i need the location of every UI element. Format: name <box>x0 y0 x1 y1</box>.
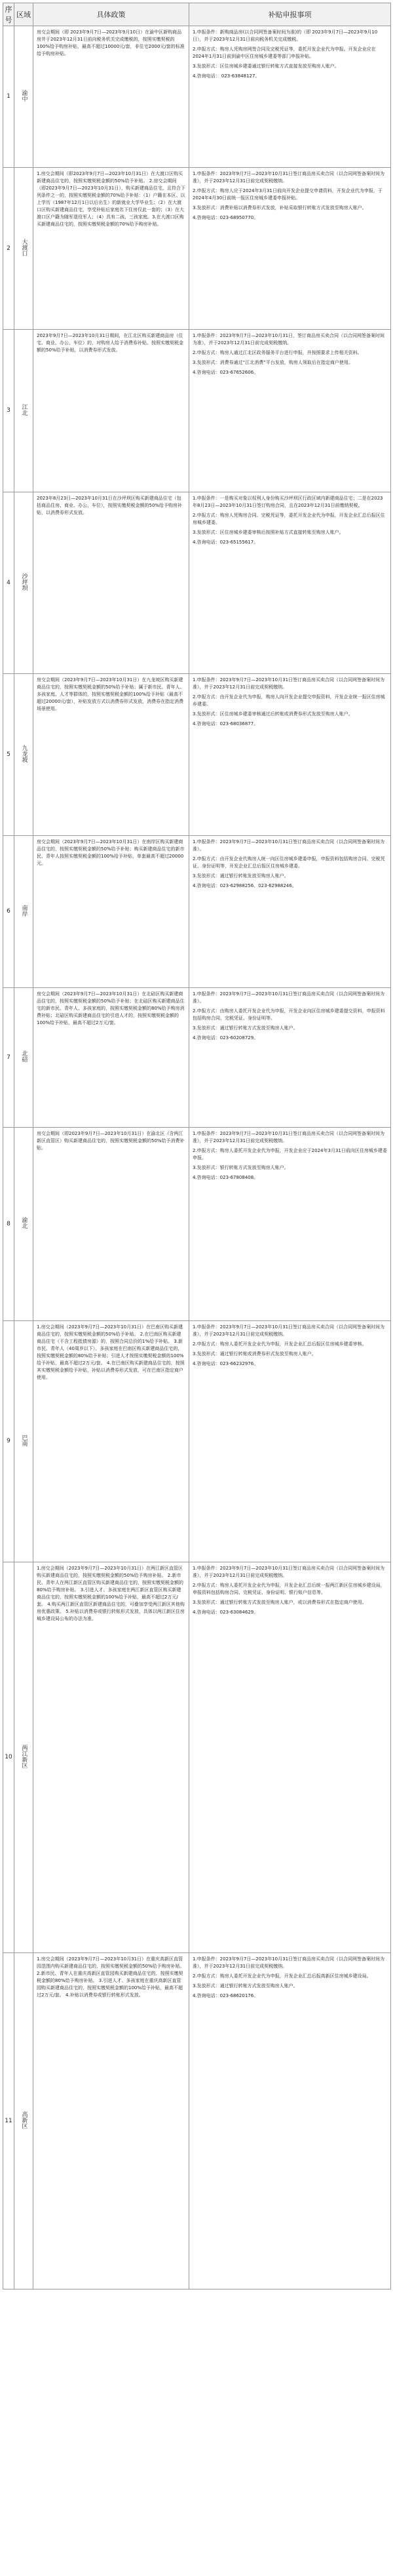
policy-text: 1.房交会期间（2023年9月7日—2023年10月31日）在巴南区购买新建商品住宅的，按照实缴契税金额的50%给予补贴。 2.在巴南区购买新建商品住宅（不含工程抵债房源）的，按照合同总价的1%给予补贴。 3.新市民、青年人（40周岁以下）、多孩家庭在巴南区购买新建商品住宅的，按照实缴契税金额的80%给予补贴；引进人才按照实缴契税金额的100%给予补贴，最高不超过2万元/套。 4.在巴南区购买新建商品住宅的，按照其实缴契税金额给予补贴，补贴以消费券形式发放，可在巴南区指定商户使用。 <box>37 1324 185 1380</box>
subsidy-item: 4.咨询电话：023-68950770。 <box>193 215 259 220</box>
subsidy-item: 3.发放形式：区住房城乡建委审核后按照补贴方式直接转账至购房人账户。 <box>193 530 344 535</box>
subsidy-list <box>193 1324 387 1370</box>
subsidy-item: 2.申报方式：购房人委托开发企业代为申报，开发企业汇总后统一报两江新区住房城乡建设局，申报资料包括购房合同、完税凭证、身份证明、银行账户信息等。 <box>193 1583 385 1595</box>
subsidy-list <box>193 1956 387 2002</box>
header-policy: 具体政策 <box>33 3 189 26</box>
row-district <box>14 168 33 330</box>
row-index-text: 10 <box>5 1754 12 1760</box>
subsidy-item: 1.申报条件：2023年9月7日—2023年10月31日签订商品房买卖合同（以合同网签备案时间为准），并于2023年12月31日前完成契税缴纳。 <box>193 1566 385 1578</box>
subsidy-list <box>193 170 387 224</box>
subsidy-item: 3.发放形式：银行转账方式发放至购房人账户。 <box>193 1165 289 1170</box>
subsidy-item: 3.发放形式：通过银行转账或消费券形式发放至购房人账户。 <box>193 1351 316 1357</box>
table-row <box>3 330 391 492</box>
district-name: 高新区 <box>20 2110 28 2129</box>
subsidy-cell <box>189 1128 391 1321</box>
row-index-text: 11 <box>5 2117 12 2124</box>
table-row <box>3 1321 391 1562</box>
subsidy-item: 1.申报条件：新购商品房(以合同网签备案时间为准)的（即 2023年9月7日—2023年9月10日），并于2023年12月31日前向税务机关完成缴税。 <box>193 30 378 42</box>
subsidy-item: 2.申报方式：购房人凭购房合同、完税凭证等，委托开发企业代为申报，开发企业汇总后报区住房城乡建委。 <box>193 513 385 525</box>
subsidy-item: 4.咨询电话：023-66232976。 <box>193 1361 259 1366</box>
district-name: 大渡口 <box>20 238 28 256</box>
subsidy-item: 4.咨询电话：023-67808408。 <box>193 1175 259 1180</box>
subsidy-item: 4.咨询电话：023-68036877。 <box>193 721 259 726</box>
subsidy-list <box>193 1130 387 1184</box>
district-name: 南岸 <box>20 904 28 917</box>
district-name: 九龙坡 <box>20 744 28 763</box>
row-index <box>3 1562 14 1953</box>
district-name: 江北 <box>20 403 28 416</box>
row-index <box>3 330 14 492</box>
subsidy-item: 2.申报方式：购房人通过江北区政务服务平台进行申报，并按照要求上传相关资料。 <box>193 350 362 355</box>
row-district <box>14 1562 33 1953</box>
row-index-text: 6 <box>7 908 10 915</box>
row-index-text: 4 <box>7 579 10 586</box>
subsidy-item: 1.申报条件：2023年9月7日—2023年10月31日，签订商品房买卖合同（以合同网签备案时间为准），并于2023年12月31日前完成契税缴纳。 <box>193 333 385 346</box>
row-district <box>14 26 33 168</box>
row-index <box>3 988 14 1128</box>
district-name: 两江新区 <box>20 1744 28 1768</box>
policy-text: 1.房交会期间（即2023年9月7日—2023年10月31日）在大渡口区购买新建商品住宅的，按照实缴契税金额的50%给予补贴。 2.房交会期间（即2023年9月7日—2023年10月31日），购买新建商品住宅，且符合下列条件之一的，按照实缴契税金额的70%给予补贴：（1）户籍在本区、以上学历（1987年12月1日以后出生）的新就业大学毕业生；（2）在大渡口区购买新建商品住宅，享受补贴后家庭名下住房仅此一套的；（3）在大渡口区户籍为随军退役军人；（4）具有二孩、三孩家庭。3.在大渡口区购买新建商品住宅的，按照实缴契税金额的70%给予购房补贴。 <box>37 171 185 227</box>
policy-cell <box>33 674 189 836</box>
subsidy-cell <box>189 1562 391 1953</box>
subsidy-item: 1.申报条件：2023年9月7日—2023年10月31日签订商品房买卖合同（以合同网签备案时间为准），并于2023年12月31日前完成契税缴纳。 <box>193 171 385 184</box>
policy-text: 2023年9月7日—2023年10月31日期间，在江北区购买新建商品房（住宅、商业、办公、车位）的，对购房人给予消费券补贴。按照实缴契税金额的50%给予补贴，以消费券形式发放。 <box>37 333 183 353</box>
subsidy-item: 2.申报方式：购房人应于2024年3月31日前向开发企业提交申请资料，开发企业代为申报，于2024年4月30日前统一报区住房城乡建委申报补贴。 <box>193 188 383 201</box>
subsidy-item: 1.申报条件：2023年9月7日—2023年10月31日签订商品房买卖合同（以合同网签备案时间为准）。 <box>193 991 385 1004</box>
subsidy-item: 4.咨询电话：023-65155617。 <box>193 540 259 545</box>
row-index <box>3 492 14 674</box>
subsidy-cell <box>189 836 391 988</box>
subsidy-item: 3.发放形式：通过银行转账方式发放至购房人账户。 <box>193 1025 298 1031</box>
subsidy-list <box>193 495 387 549</box>
row-index-text: 8 <box>7 1220 10 1227</box>
row-index <box>3 1128 14 1321</box>
district-name: 沙坪坝 <box>20 572 28 591</box>
row-district <box>14 1128 33 1321</box>
row-index <box>3 26 14 168</box>
table-row <box>3 168 391 330</box>
subsidy-list <box>193 332 387 379</box>
policy-cell <box>33 1953 189 2289</box>
subsidy-item: 4.咨询电话：023-60208729。 <box>193 1035 259 1040</box>
subsidy-item: 3.发放形式：消费券通过“江北消费”平台发放，购房人领取后在指定商户使用。 <box>193 360 353 365</box>
row-index <box>3 1321 14 1562</box>
table-row <box>3 26 391 168</box>
table-row <box>3 988 391 1128</box>
row-index <box>3 836 14 988</box>
row-district <box>14 330 33 492</box>
row-index-text: 5 <box>7 751 10 758</box>
subsidy-item: 1.申报条件：2023年9月7日—2023年10月31日签订商品房买卖合同（以合同网签备案时间为准），并于2023年12月31日前完成契税缴纳。 <box>193 1324 385 1337</box>
subsidy-cell <box>189 988 391 1128</box>
subsidy-item: 2.申报方式：由购房人委托开发企业代为申报，开发企业向区住房城乡建委提交资料，申报资料包括购房合同、完税凭证、身份证明等。 <box>193 1008 385 1021</box>
district-name: 渝北 <box>20 1217 28 1229</box>
subsidy-item: 3.发放形式：通过银行转账发放至购房人账户。 <box>193 873 289 879</box>
policy-table <box>3 3 391 2289</box>
subsidy-cell <box>189 492 391 674</box>
table-body <box>3 26 391 2289</box>
subsidy-item: 4.咨询电话： 023-63848127。 <box>193 73 260 79</box>
subsidy-item: 4.咨询电话：023-67652606。 <box>193 370 259 375</box>
policy-text: 2023年8月23日—2023年10月31日在沙坪坝区购买新建商品住宅（包括商品住房、商业、办公、车位），按照实缴契税金额的50%给予购房补贴，以消费券形式发放。 <box>37 496 183 515</box>
subsidy-cell <box>189 330 391 492</box>
row-index <box>3 168 14 330</box>
row-district <box>14 988 33 1128</box>
district-name: 北碚 <box>20 1050 28 1062</box>
subsidy-cell <box>189 1953 391 2289</box>
policy-cell <box>33 492 189 674</box>
subsidy-item: 2.申报方式：购房人委托开发企业代为申报，开发企业汇总后报区住房城乡建委审核。 <box>193 1341 367 1347</box>
policy-cell <box>33 330 189 492</box>
subsidy-item: 2.申报方式：由开发企业代为申报，购房人向开发企业提交申报资料，开发企业统一报区住房城乡建委。 <box>193 694 385 707</box>
subsidy-list <box>193 677 387 730</box>
subsidy-item: 4.咨询电话：023-62988256、023-62988246。 <box>193 883 297 888</box>
policy-cell <box>33 26 189 168</box>
table-row <box>3 1562 391 1953</box>
district-name: 渝中 <box>20 89 28 102</box>
row-index <box>3 1953 14 2289</box>
row-index <box>3 674 14 836</box>
row-index-text: 9 <box>7 1438 10 1444</box>
policy-cell <box>33 836 189 988</box>
header-district: 区域 <box>14 3 33 26</box>
subsidy-item: 1.申报条件：一是购买对象以权利人身份购买沙坪坝区行政区域内新建商品住宅；二是在2023年8月23日—2023年10月31日签订购房合同，且在2023年12月31日前缴纳契税。 <box>193 496 383 508</box>
subsidy-item: 3.发放形式：区住房城乡建委审核通过后转账或消费券形式发放至购房人账户。 <box>193 711 353 717</box>
subsidy-cell <box>189 1321 391 1562</box>
subsidy-list <box>193 839 387 892</box>
row-district <box>14 674 33 836</box>
header-subsidy: 补贴申报事项 <box>189 3 391 26</box>
table-row <box>3 674 391 836</box>
policy-text: 房交会期间（即 2023年9月7日—2023年9月10日）在渝中区新购商品房并于2023年12月31日前向税务机关完成缴税的，按照实缴契税的100%给予购房补贴，最高不超过10000元/套，非住宅2000元/套的标准给予购房补贴。 <box>37 30 185 56</box>
subsidy-item: 3.发放形式：区住房城乡建委通过银行转账方式直接发放至购房人账户。 <box>193 64 339 69</box>
row-district <box>14 1321 33 1562</box>
subsidy-list <box>193 29 387 83</box>
subsidy-item: 1.申报条件：2023年9月7日—2023年10月31日签订商品房买卖合同（以合同网签备案时间为准）。 <box>193 839 385 852</box>
table-row <box>3 1128 391 1321</box>
policy-cell <box>33 1128 189 1321</box>
policy-text: 房交会期间（即2023年9月7日—2023年10月31日）在渝北区（含两江新区直管区）购买新建商品住宅的，按照实缴契税金额的50%给予消费补贴。 <box>37 1131 185 1151</box>
subsidy-cell <box>189 168 391 330</box>
policy-text: 房交会期间（2023年9月7日—2023年10月31日）在南岸区购买新建商品住宅的，按照实缴契税金额的50%给予补贴；购买新建商品住宅的新市民、青年人按照实缴契税金额的100%给予补贴，单套最高不超过20000元。 <box>37 839 185 866</box>
subsidy-item: 4.咨询电话：023-63084629。 <box>193 1610 259 1615</box>
subsidy-item: 4.咨询电话：023-68620176。 <box>193 1993 259 1998</box>
policy-cell <box>33 1562 189 1953</box>
policy-text: 1.房交会期间（2023年9月7日—2023年10月31日）在重庆高新区直管园范围内购买新建商品住宅的，按照实缴契税金额的50%给予购房补贴。 2.新市民、青年人在重庆高新区直管园购买新建商品住宅的，按照实缴契税金额的80%给予购房补贴。 3.引进人才、多孩家庭在重庆高新区直管园购买新建商品住宅的，按照实缴契税金额的100%给予补贴，最高不超过2万元/套。 4.补贴以消费券或银行转账形式发放。 <box>37 1956 185 1998</box>
subsidy-list <box>193 991 387 1044</box>
table-row <box>3 492 391 674</box>
row-district <box>14 1953 33 2289</box>
row-index-text: 7 <box>7 1054 10 1061</box>
subsidy-list <box>193 1565 387 1619</box>
row-district <box>14 492 33 674</box>
row-index-text: 3 <box>7 407 10 414</box>
table-row <box>3 836 391 988</box>
policy-cell <box>33 1321 189 1562</box>
subsidy-item: 2.申报方式：购房人委托开发企业代为申报，开发企业汇总后报高新区住房城乡建设局。 <box>193 1973 371 1979</box>
subsidy-item: 1.申报条件：2023年9月7日—2023年10月31日签订商品房买卖合同（以合同网签备案时间为准），并于2023年12月31日前完成契税缴纳。 <box>193 1956 385 1969</box>
policy-text: 1.房交会期间（2023年9月7日—2023年10月31日）在两江新区直管区购买新建商品住宅的，按照实缴契税金额的50%给予购房补贴。 2.新市民、青年人在两江新区直管区购买新建商品住宅的，按照实缴契税金额的80%给予购房补贴。 3.引进人才、多孩家庭在两江新区直管区购买新建商品住宅的，按照实缴契税金额的100%给予补贴，最高不超过2万元/套。 4.购买两江新区直管区新建商品住宅的，可叠加享受两江新区其他购房优惠政策。 5.补贴以消费券或银行转账形式发放，具体以两江新区住房城乡建设局公布的办法为准。 <box>37 1566 185 1621</box>
subsidy-item: 1.申报条件：2023年9月7日—2023年10月31日签订商品房买卖合同（以合同网签备案时间为准），并于2023年12月31日前完成契税缴纳。 <box>193 1131 385 1143</box>
policy-cell <box>33 168 189 330</box>
subsidy-item: 3.发放形式：消费补贴以消费券形式发放，补贴采取银行转账方式发放至购房人账户。 <box>193 205 367 210</box>
subsidy-item: 2.申报方式：购房人委托开发企业代为申报，开发企业应于2024年3月31日前向区住房城乡建委申报。 <box>193 1148 387 1160</box>
policy-sheet <box>3 3 390 2289</box>
district-name: 巴南 <box>20 1434 28 1446</box>
row-index-text: 1 <box>7 93 10 100</box>
subsidy-item: 3.发放形式：通过银行转账方式发放至购房人账户，或以消费券形式在指定商户使用。 <box>193 1600 367 1605</box>
subsidy-item: 2.申报方式：由开发企业代购房人统一向区住房城乡建委申报，申报资料包括购房合同、完税凭证、身份证明等，开发企业汇总后报区住房城乡建委。 <box>193 856 385 869</box>
subsidy-cell <box>189 674 391 836</box>
table-row <box>3 1953 391 2289</box>
row-district <box>14 836 33 988</box>
policy-text: 房交会期间（2023年9月7日—2023年10月31日）在九龙坡区购买新建商品住宅的，按照实缴契税金额的50%给予补贴；属于新市民、青年人、多孩家庭、人才等群体的，按照实缴契税金额的100%给予补贴（最高不超过20000元/套），补贴发放方式以消费券形式发放，消费券在指定消费场景使用。 <box>37 677 185 711</box>
subsidy-item: 1.申报条件：2023年9月7日—2023年10月31日签订商品房买卖合同（以合同网签备案时间为准），并于2023年12月31日前完成契税缴纳。 <box>193 677 385 690</box>
table-header-row <box>3 3 391 26</box>
subsidy-cell <box>189 26 391 168</box>
subsidy-item: 2.申报方式：购房人凭购房网签合同及完税凭证等，委托开发企业代为申报。开发企业应在2024年1月31日前到渝中区住房城乡建委等部门申报补贴。 <box>193 47 376 59</box>
header-index: 序号 <box>3 3 14 26</box>
policy-text: 房交会期间（2023年9月7日—2023年10月31日）在北碚区购买新建商品住宅的，按照实缴契税金额的50%给予补贴；在北碚区购买新建商品住宅的新市民、青年人、多孩家庭的，按照实缴契税金额的80%给予购房消费补贴；北碚区购买新建商品住宅的引进人才的，按照实缴契税金额的100%给予补贴，最高不超过2万元/套。 <box>37 991 185 1025</box>
row-index-text: 2 <box>7 245 10 252</box>
subsidy-item: 3.发放形式：通过银行转账方式发放至购房人账户。 <box>193 1983 298 1989</box>
policy-cell <box>33 988 189 1128</box>
